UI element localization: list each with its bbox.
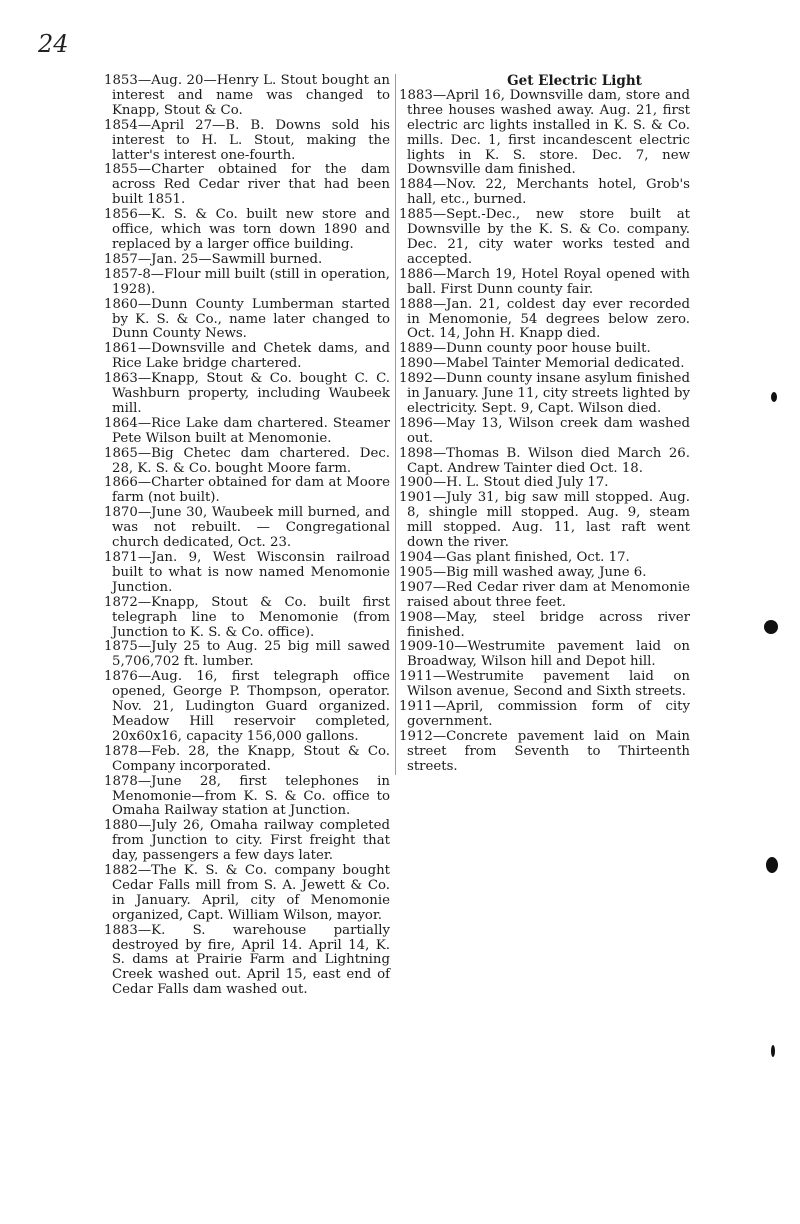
- timeline-entry: 1901—July 31, big saw mill stopped. Aug. 8, shingle mill stopped. Aug. 9, steam mill stopped. Aug. 11, last raft went down the river.: [399, 490, 690, 551]
- section-heading: Get Electric Light: [507, 73, 642, 89]
- timeline-entry: 1860—Dunn County Lumberman started by K. S. & Co., name later changed to Dunn County News.: [104, 296, 390, 342]
- timeline-entry: 1900—H. L. Stout died July 17.: [399, 475, 609, 491]
- timeline-entry: 1880—July 26, Omaha railway completed from Junction to city. First freight that day, passengers a few days later.: [104, 818, 390, 864]
- timeline-entry: 1883—April 16, Downsville dam, store and three houses washed away. Aug. 21, first electric arc lights installed in K. S. & Co. mills. Dec. 1, first incandescent electric lights in K. S. store. Dec. 7, new Downsville dam finished.: [399, 87, 690, 178]
- timeline-entry: 1865—Big Chetec dam chartered. Dec. 28, K. S. & Co. bought Moore farm.: [104, 445, 390, 476]
- timeline-entry: 1883—K. S. warehouse partially destroyed by fire, April 14. April 14, K. S. dams at Prairie Farm and Lightning Creek washed out. April 15, east end of Cedar Falls dam washed out.: [104, 922, 390, 998]
- timeline-entry: 1875—July 25 to Aug. 25 big mill sawed 5,706,702 ft. lumber.: [104, 639, 390, 670]
- timeline-entry: 1912—Concrete pavement laid on Main street from Seventh to Thirteenth streets.: [399, 728, 690, 774]
- timeline-entry: 1904—Gas plant finished, Oct. 17.: [399, 550, 630, 565]
- timeline-entry: 1882—The K. S. & Co. company bought Cedar Falls mill from S. A. Jewett & Co. in January. April, city of Menomonie organized, Capt. William Wilson, mayor.: [104, 863, 390, 923]
- timeline-entry: 1889—Dunn county poor house built.: [399, 341, 651, 357]
- scan-speck: [771, 392, 777, 402]
- timeline-entry: 1911—Westrumite pavement laid on Wilson avenue, Second and Sixth streets.: [399, 669, 690, 700]
- timeline-entry: 1872—Knapp, Stout & Co. built first telegraph line to Menomonie (from Junction to K. S. & Co. office).: [104, 594, 390, 640]
- timeline-entry: 1861—Downsville and Chetek dams, and Rice Lake bridge chartered.: [104, 341, 390, 372]
- timeline-entry: 1863—Knapp, Stout & Co. bought C. C. Washburn property, including Waubeek mill.: [104, 371, 390, 416]
- timeline-entry: 1890—Mabel Tainter Memorial dedicated.: [399, 356, 685, 372]
- timeline-entry: 1911—April, commission form of city government.: [399, 699, 690, 729]
- timeline-entry: 1857—Jan. 25—Sawmill burned.: [104, 251, 323, 267]
- timeline-entry: 1855—Charter obtained for the dam across Red Cedar river that had been built 1851.: [104, 162, 390, 208]
- right-column: [395, 74, 690, 775]
- scan-speck: [771, 1045, 775, 1057]
- scan-speck: [766, 857, 778, 873]
- timeline-entry: 1876—Aug. 16, first telegraph office opened, George P. Thompson, operator. Nov. 21, Ludington Guard organized. Meadow Hill reservoir completed, 20x60x16, capacity 156,000 gallons.: [104, 669, 390, 744]
- timeline-entry: 1853—Aug. 20—Henry L. Stout bought an interest and name was changed to Knapp, Stout & Co.: [104, 73, 390, 118]
- timeline-entry: 1898—Thomas B. Wilson died March 26. Capt. Andrew Tainter died Oct. 18.: [399, 445, 690, 476]
- timeline-entry: 1857-8—Flour mill built (still in operation, 1928).: [104, 266, 390, 297]
- scan-speck: [764, 620, 778, 634]
- timeline-entry: 1886—March 19, Hotel Royal opened with ball. First Dunn county fair.: [399, 266, 690, 297]
- timeline-entry: 1907—Red Cedar river dam at Menomonie raised about three feet.: [399, 579, 690, 610]
- timeline-entry: 1870—June 30, Waubeek mill burned, and was not rebuilt. — Congregational church dedicated, Oct. 23.: [104, 505, 390, 551]
- timeline-entry: 1871—Jan. 9, West Wisconsin railroad built to what is now named Menomonie Junction.: [104, 550, 390, 595]
- timeline-entry: 1884—Nov. 22, Merchants hotel, Grob's hall, etc., burned.: [399, 177, 690, 208]
- timeline-entry: 1905—Big mill washed away, June 6.: [399, 564, 647, 580]
- timeline-entry: 1908—May, steel bridge across river finished.: [399, 609, 690, 640]
- timeline-entry: 1866—Charter obtained for dam at Moore farm (not built).: [104, 475, 390, 506]
- timeline-entry: 1888—Jan. 21, coldest day ever recorded in Menomonie, 54 degrees below zero. Oct. 14, John H. Knapp died.: [399, 296, 690, 342]
- timeline-entry: 1864—Rice Lake dam chartered. Steamer Pete Wilson built at Menomonie.: [104, 415, 390, 446]
- timeline-entry: 1878—Feb. 28, the Knapp, Stout & Co. Company incorporated.: [104, 743, 390, 774]
- timeline-entry: 1909-10—Westrumite pavement laid on Broadway, Wilson hill and Depot hill.: [399, 639, 690, 670]
- timeline-entry: 1878—June 28, first telephones in Menomonie—from K. S. & Co. office to Omaha Railway station at Junction.: [104, 773, 390, 819]
- timeline-entry: 1892—Dunn county insane asylum finished in January. June 11, city streets lighted by electricity. Sept. 9, Capt. Wilson died.: [399, 371, 690, 416]
- left-column: [104, 74, 390, 998]
- timeline-entry: 1896—May 13, Wilson creek dam washed out.: [399, 415, 690, 446]
- timeline-entry: 1854—April 27—B. B. Downs sold his interest to H. L. Stout, making the latter's interest one-fourth.: [104, 117, 390, 163]
- timeline-entry: 1885—Sept.-Dec., new store built at Downsville by the K. S. & Co. company. Dec. 21, city water works tested and accepted.: [399, 207, 690, 267]
- timeline-entry: 1856—K. S. & Co. built new store and office, which was torn down 1890 and replaced by a larger office building.: [104, 207, 390, 252]
- page-number: 24: [38, 30, 69, 58]
